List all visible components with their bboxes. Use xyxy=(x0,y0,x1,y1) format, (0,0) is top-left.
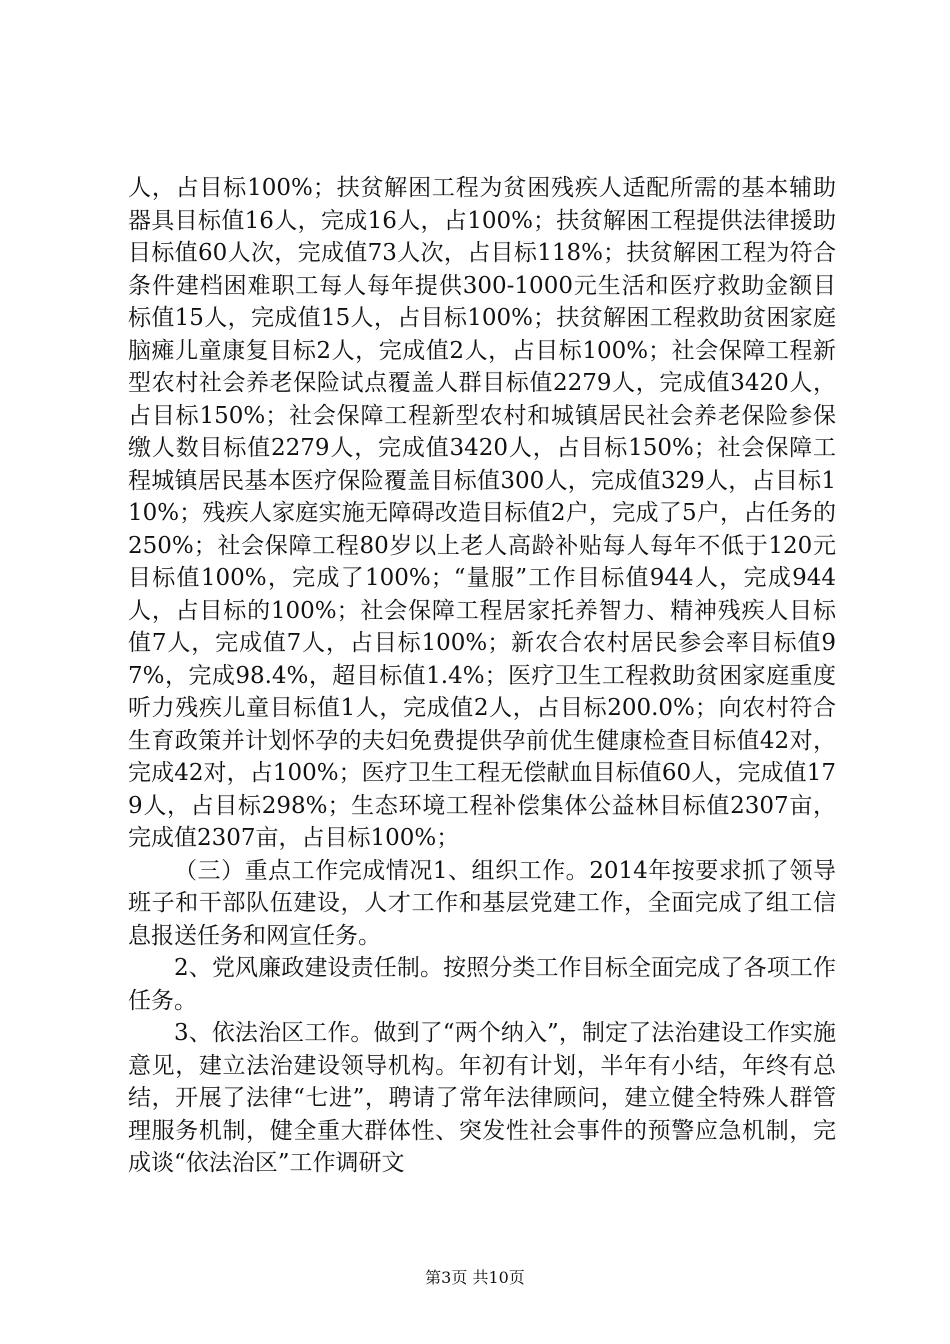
page-number-footer: 第3页 共10页 xyxy=(425,1268,525,1287)
paragraph-key-work-organization: （三）重点工作完成情况1、组织工作。2014年按要求抓了领导班子和干部队伍建设，人才工作和基层党建工作，全面完成了组工信息报送任务和网宣任务。 xyxy=(128,857,836,949)
paragraph-targets-list: 人，占目标100%；扶贫解困工程为贫困残疾人适配所需的基本辅助器具目标值16人，完成16人，占100%；扶贫解困工程提供法律援助目标值60人次，完成值73人次，占目标118%；扶贫解困工程为符合条件建档困难职工每人每年提供300-1000元生活和医疗救助金额目标值15人，完成值15人，占目标100%；扶贫解困工程救助贫困家庭脑瘫儿童康复目标2人，完成值2人，占目标100%；社会保障工程新型农村社会养老保险试点覆盖人群目标值2279人，完成值3420人，占目标150%；社会保障工程新型农村和城镇居民社会养老保险参保缴人数目标值2279人，完成值3420人，占目标150%；社会保障工程城镇居民基本医疗保险覆盖目标值300人，完成值329人，占目标110%；残疾人家庭实施无障碍改造目标值2户，完成了5户，占任务的250%；社会保障工程80岁以上老人高龄补贴每人每年不低于120元目标值100%，完成了100%；“量服”工作目标值944人，完成944人，占目标的100%；社会保障工程居家托养智力、精神残疾人目标值7人，完成值7人，占目标100%；新农合农村居民参会率目标值97%，完成98.4%，超目标值1.4%；医疗卫生工程救助贫困家庭重度听力残疾儿童目标值1人，完成值2人，占目标200.0%；向农村符合生育政策并计划怀孕的夫妇免费提供孕前优生健康检查目标值42对，完成42对，占100%；医疗卫生工程无偿献血目标值60人，完成值179人，占目标298%；生态环境工程补偿集体公益林目标值2307亩，完成值2307亩，占目标100%； xyxy=(128,175,836,851)
document-body xyxy=(128,172,836,1180)
paragraph-party-conduct: 2、党风廉政建设责任制。按照分类工作目标全面完成了各项工作任务。 xyxy=(128,955,836,1014)
paragraph-rule-of-law: 3、依法治区工作。做到了“两个纳入”，制定了法治建设工作实施意见，建立法治建设领导机构。年初有计划，半年有小结，年终有总结，开展了法律“七进”，聘请了常年法律顾问，建立健全特殊人群管理服务机制，健全重大群体性、突发性社会事件的预警应急机制，完成谈“依法治区”工作调研文 xyxy=(128,1020,836,1176)
